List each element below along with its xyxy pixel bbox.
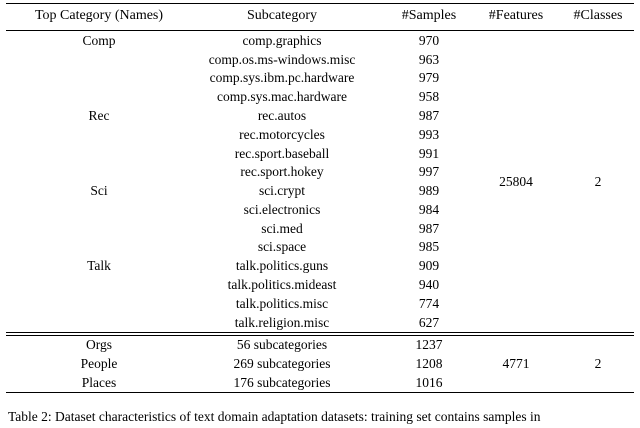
classes-cell: 2	[594, 173, 602, 189]
subcategory-cell: rec.motorcycles	[239, 126, 325, 142]
samples-cell: 984	[418, 201, 440, 217]
category-cell: Comp	[82, 32, 116, 48]
header-row	[6, 4, 634, 31]
dataset-characteristics-table	[6, 3, 634, 393]
samples-cell: 997	[418, 164, 440, 180]
subcategory-cell: talk.politics.mideast	[227, 277, 337, 293]
table-header	[6, 4, 634, 31]
header-subcategory: Subcategory	[176, 4, 388, 31]
samples-cell: 958	[418, 89, 440, 105]
subcategory-cell: 176 subcategories	[233, 374, 331, 390]
samples-cell: 989	[418, 183, 440, 199]
category-cell: People	[80, 356, 118, 372]
subcategory-cell: rec.autos	[257, 108, 307, 124]
samples-cell: 987	[418, 220, 440, 236]
samples-cell: 774	[418, 295, 440, 311]
subcategory-cell: sci.space	[257, 239, 307, 255]
samples-cell: 979	[418, 70, 440, 86]
samples-cell: 991	[418, 145, 440, 161]
subcategory-cell: rec.sport.hokey	[240, 164, 324, 180]
samples-cell: 970	[418, 32, 440, 48]
features-cell: 25804	[499, 173, 533, 189]
subcategory-cell: comp.sys.ibm.pc.hardware	[209, 70, 355, 86]
table-caption: Table 2: Dataset characteristics of text domain adaptation datasets: training set contains samples in	[8, 408, 541, 424]
samples-cell: 1016	[415, 374, 443, 390]
subcategory-cell: comp.sys.mac.hardware	[216, 89, 348, 105]
subcategory-cell: sci.crypt	[258, 183, 306, 199]
subcategory-cell: sci.electronics	[243, 201, 321, 217]
subcategory-cell: talk.politics.guns	[235, 258, 329, 274]
header-features: #Features	[470, 4, 562, 31]
samples-cell: 940	[418, 277, 440, 293]
header-classes: #Classes	[562, 4, 634, 31]
category-cell: Rec	[88, 108, 110, 124]
samples-cell: 909	[418, 258, 440, 274]
samples-cell: 993	[418, 126, 440, 142]
header-top-category: Top Category (Names)	[6, 4, 176, 31]
category-cell: Sci	[90, 183, 108, 199]
samples-cell: 627	[418, 314, 440, 330]
second-dataset-section	[6, 334, 634, 393]
table-row	[6, 334, 634, 355]
category-cell: Places	[81, 374, 117, 390]
subcategory-cell: sci.med	[261, 220, 303, 236]
samples-cell: 963	[418, 51, 440, 67]
subcategory-cell: 56 subcategories	[236, 337, 328, 353]
category-cell: Orgs	[85, 337, 112, 353]
subcategory-cell: 269 subcategories	[233, 356, 331, 372]
samples-cell: 1208	[415, 356, 443, 372]
newsgroups-section	[6, 31, 634, 334]
subcategory-cell: comp.graphics	[242, 32, 322, 48]
subcategory-cell: talk.religion.misc	[234, 314, 330, 330]
subcategory-cell: rec.sport.baseball	[234, 145, 330, 161]
subcategory-cell: talk.politics.misc	[235, 295, 329, 311]
header-samples: #Samples	[388, 4, 470, 31]
subcategory-cell: comp.os.ms-windows.misc	[208, 51, 356, 67]
samples-cell: 1237	[415, 337, 443, 353]
classes-cell: 2	[594, 356, 602, 372]
category-cell: Talk	[87, 258, 111, 274]
samples-cell: 985	[418, 239, 440, 255]
table-row	[6, 31, 634, 50]
samples-cell: 987	[418, 108, 440, 124]
features-cell: 4771	[502, 356, 530, 372]
